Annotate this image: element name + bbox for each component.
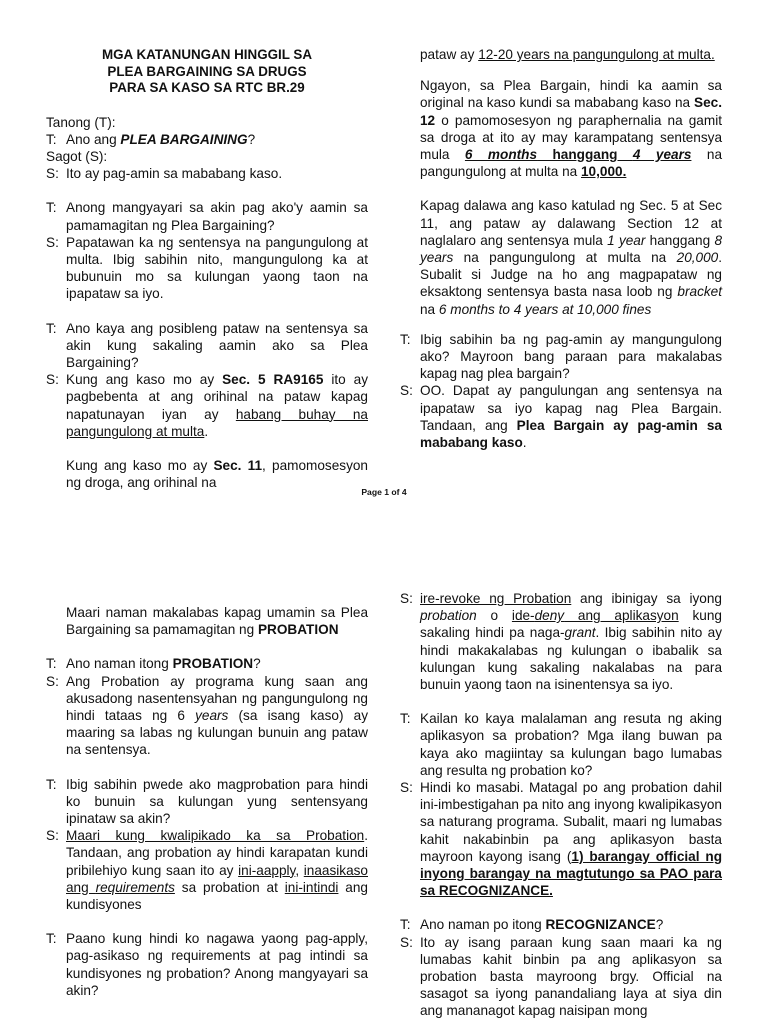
document-title: MGA KATANUNGAN HINGGIL SA PLEA BARGAINING SA DRUGS PARA SA KASO SA RTC BR.29	[101, 47, 313, 95]
paragraph: Maari naman makalabas kapag umamin sa Plea Bargaining sa pamamagitan ng PROBATION	[66, 605, 368, 638]
paragraph: Kung ang kaso mo ay Sec. 11, pamomosesyon ng droga, ang orihinal na	[66, 457, 368, 491]
question: T: Ano naman itong PROBATION?	[46, 656, 261, 672]
legend-sagot: Sagot (S):	[46, 148, 108, 164]
answer: S: Papatawan ka ng sentensya na pangungulong at multa. Ibig sabihin nito, mangungulong ka at bubunuin mo sa kulungan yaong taon na ipapataw sa iyo.	[46, 234, 368, 302]
question: T: Ano ang PLEA BARGAINING?	[46, 131, 256, 147]
document-page-2	[0, 590, 768, 1024]
page-gap	[0, 510, 768, 590]
legend-tanong: Tanong (T):	[46, 114, 116, 130]
answer: S: Kung ang kaso mo ay Sec. 5 RA9165 ito ay pagbebenta at ang orihinal na pataw kapag napatunayan iyan ay habang buhay na pangungulong at multa.	[46, 372, 368, 439]
left-column	[46, 590, 368, 999]
answer: S: Maari kung kwalipikado ka sa Probation. Tandaan, ang probation ay hindi karapatan kundi pribilehiyo kung saan ito ay ini-aapply, inaasikaso ang requirements sa probation at ini-intindi ang kundisyones	[46, 828, 368, 913]
answer: S: Hindi ko masabi. Matagal po ang probation dahil ini-imbestigahan pa nito ang inyong kwalipikasyon sa naturang programa. Subalit, maari ng lumabas kahit nakabinbin pa ang aplikasyon basta mayroon kayong isang (1) barangay official ng inyong barangay na magtutungo sa PAO para sa RECOGNIZANCE.	[400, 780, 723, 899]
answer: S: Ito ay isang paraan kung saan maari ka ng lumabas kahit binbin pa ang aplikasyon sa probation basta mayroong brgy. Official na sasagot sa iyong panandaliang laya at siya din ang mananagot kapag naisipan mong	[400, 934, 722, 1019]
right-column	[400, 590, 722, 1020]
document-page-1	[0, 0, 768, 510]
answer: S: OO. Dapat ay pangulungan ang sentensya na ipapataw sa iyo kapag nag Plea Bargain. Tandaan, ang Plea Bargain ay pag-amin sa mababang kaso.	[400, 383, 722, 451]
paragraph: Ngayon, sa Plea Bargain, hindi ka aamin sa original na kaso kundi sa mababang kaso na Sec. 12 o pamomosesyon ng paraphernalia na gamit sa droga at ito ay may karampatang sentensya mula 6 months hanggang 4 years na pangungulong at multa na 10,000.	[420, 78, 723, 180]
left-column	[46, 0, 368, 491]
page-footer: Page 1 of 4	[361, 487, 407, 497]
question: T: Ano naman po itong RECOGNIZANCE?	[400, 917, 664, 933]
question: T: Anong mangyayari sa akin pag ako'y aamin sa pamamagitan ng Plea Bargaining?	[46, 200, 368, 233]
question: T: Ibig sabihin pwede ako magprobation para hindi ko bunuin sa kulungan yung sentensyang ipinataw sa akin?	[46, 776, 368, 827]
question: T: Paano kung hindi ko nagawa yaong pag-apply, pag-asikaso ng requirements at pag intindi sa kundisyones ng probation? Anong mangyayari sa akin?	[46, 931, 368, 998]
paragraph: Kapag dalawa ang kaso katulad ng Sec. 5 at Sec 11, ang pataw ay dalawang Section 12 at naglalaro ang sentensya mula 1 year hanggang 8 years na pangungulong at multa na 20,000. Subalit si Judge na ho ang magpapataw ng eksaktong sentensya basta nasa loob ng bracket na 6 months to 4 years at 10,000 fines	[420, 198, 722, 317]
answer: S: Ang Probation ay programa kung saan ang akusadong nasentensyahan ng pangungulong ng hindi tataas ng 6 years (sa isang kaso) ay maaring sa labas ng kulungan bunuin ang pataw na sentensya.	[46, 673, 369, 758]
answer: S: ire-revoke ng Probation ang ibinigay sa iyong probation o ide-deny ang aplikasyon kung sakaling hindi pa naga-grant. Ibig sabihin nito ay hindi makakalabas ng kulungan o ibabalik sa kulungan kung sakaling nakalabas na para bunuin yaong taon na isinentensya sa iyo.	[400, 591, 722, 693]
paragraph: pataw ay 12-20 years na pangungulong at multa.	[420, 47, 715, 62]
answer: S: Ito ay pag-amin sa mababang kaso.	[46, 166, 283, 182]
right-column	[400, 0, 722, 451]
question: T: Ibig sabihin ba ng pag-amin ay mangungulong ako? Mayroon bang paraan para makalabas kapag nag plea bargain?	[400, 331, 722, 382]
question: T: Kailan ko kaya malalaman ang resuta ng aking aplikasyon sa probation? Mga ilang buwan pa kaya ako magiintay sa kulungan bago lumabas ang resulta ng probation ko?	[400, 711, 722, 778]
question: T: Ano kaya ang posibleng pataw na sentensya sa akin kung sakaling aamin ako sa Plea Bargaining?	[46, 320, 368, 370]
